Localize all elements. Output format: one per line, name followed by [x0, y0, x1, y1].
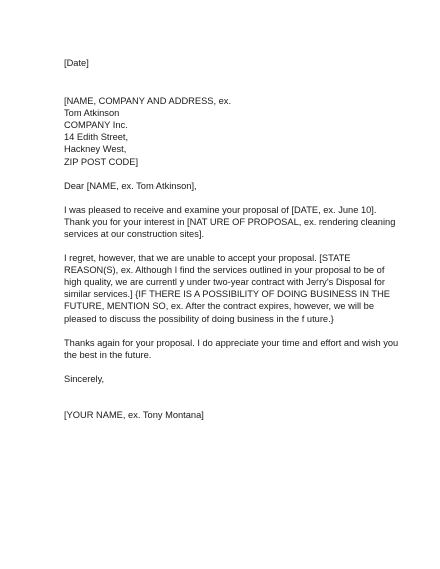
paragraph-line: services at our construction sites]. — [64, 228, 205, 239]
paragraph-acknowledgement — [64, 204, 396, 240]
salutation: Dear [NAME, ex. Tom Atkinson], — [64, 180, 197, 191]
spacer — [64, 168, 384, 180]
closing: Sincerely, — [64, 373, 105, 384]
address-line: COMPANY Inc. — [64, 120, 128, 131]
letter-body — [64, 57, 399, 421]
paragraph-line: pleased to discuss the possibility of doing business in the f uture.} — [64, 313, 334, 324]
address-line: [NAME, COMPANY AND ADDRESS, ex. — [64, 96, 232, 107]
paragraph-line: Thanks again for your proposal. I do appreciate your time and effort and wish you — [64, 337, 399, 348]
letter-date: [Date] — [64, 58, 89, 68]
paragraph-thanks — [64, 337, 399, 361]
recipient-address-block — [64, 95, 384, 168]
paragraph-line: I was pleased to receive and examine your proposal of [DATE, ex. June 10]. — [64, 204, 377, 215]
address-line: Hackney West, — [64, 144, 127, 155]
paragraph-line: the best in the future. — [64, 349, 152, 360]
paragraph-line: I regret, however, that we are unable to accept your proposal. [STATE — [64, 253, 351, 264]
spacer — [64, 240, 384, 252]
paragraph-line: high quality, we are currentl y under two-year contract with Jerry's Disposal for — [64, 277, 385, 288]
paragraph-line: similar services.] {IF THERE IS A POSSIBILITY OF DOING BUSINESS IN THE — [64, 289, 390, 300]
spacer — [64, 385, 384, 409]
paragraph-line: FUTURE, MENTION SO, ex. After the contract expires, however, we will be — [64, 301, 374, 312]
address-line: ZIP POST CODE] — [64, 156, 139, 167]
spacer — [64, 69, 384, 95]
address-line: Tom Atkinson — [64, 108, 120, 119]
spacer — [64, 325, 384, 337]
paragraph-line: Thank you for your interest in [NAT URE OF PROPOSAL, ex. rendering cleaning — [64, 216, 396, 227]
paragraph-line: REASON(S), ex. Although I find the services outlined in your proposal to be of — [64, 265, 385, 276]
address-line: 14 Edith Street, — [64, 132, 129, 143]
signature: [YOUR NAME, ex. Tony Montana] — [64, 409, 204, 420]
spacer — [64, 361, 384, 373]
spacer — [64, 192, 384, 204]
paragraph-rejection — [64, 252, 390, 325]
